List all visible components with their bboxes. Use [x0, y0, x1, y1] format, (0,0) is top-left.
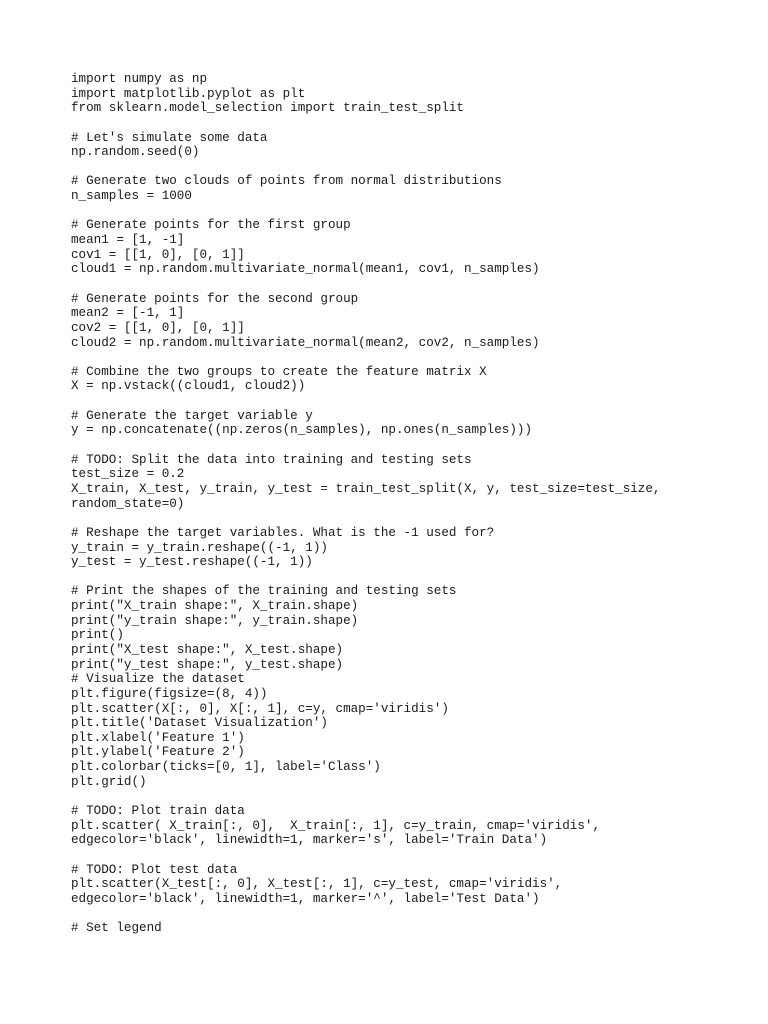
- code-line: plt.scatter(X[:, 0], X[:, 1], c=y, cmap='viridis'): [71, 701, 449, 716]
- code-line: from sklearn.model_selection import train_test_split: [71, 101, 464, 116]
- code-line: cov2 = [[1, 0], [0, 1]]: [71, 320, 245, 335]
- blank-line: [71, 570, 751, 585]
- blank-line: [71, 438, 751, 453]
- code-line: plt.figure(figsize=(8, 4)): [71, 686, 268, 701]
- blank-line: [71, 204, 751, 219]
- code-line: print("y_test shape:", y_test.shape): [71, 657, 344, 672]
- code-comment-line: # Let's simulate some data: [71, 130, 268, 145]
- code-line: y_test = y_test.reshape((-1, 1)): [71, 555, 313, 570]
- blank-line: [71, 848, 751, 863]
- code-comment-line: # Visualize the dataset: [71, 672, 245, 687]
- blank-line: [71, 394, 751, 409]
- blank-line: [71, 907, 751, 922]
- code-line: cloud2 = np.random.multivariate_normal(mean2, cov2, n_samples): [71, 335, 540, 350]
- code-line: mean1 = [1, -1]: [71, 233, 185, 248]
- code-comment-line: # Reshape the target variables. What is the -1 used for?: [71, 525, 495, 540]
- code-comment-line: # Generate two clouds of points from normal distributions: [71, 174, 502, 189]
- code-line: y_train = y_train.reshape((-1, 1)): [71, 540, 328, 555]
- code-line: import matplotlib.pyplot as plt: [71, 86, 306, 101]
- code-comment-line: # TODO: Plot test data: [71, 862, 238, 877]
- code-line: np.random.seed(0): [71, 145, 200, 160]
- blank-line: [71, 277, 751, 292]
- code-line: edgecolor='black', linewidth=1, marker='^', label='Test Data'): [71, 891, 540, 906]
- code-comment-line: # TODO: Split the data into training and testing sets: [71, 452, 472, 467]
- code-comment-line: # Generate the target variable y: [71, 408, 313, 423]
- code-line: X_train, X_test, y_train, y_test = train_test_split(X, y, test_size=test_size,: [71, 481, 661, 496]
- blank-line: [71, 350, 751, 365]
- code-comment-line: # Set legend: [71, 921, 162, 936]
- code-line: plt.ylabel('Feature 2'): [71, 745, 245, 760]
- code-line: print(): [71, 628, 124, 643]
- code-line: plt.scatter(X_test[:, 0], X_test[:, 1], c=y_test, cmap='viridis',: [71, 877, 563, 892]
- code-line: plt.xlabel('Feature 1'): [71, 730, 245, 745]
- code-document: [71, 72, 751, 936]
- code-line: X = np.vstack((cloud1, cloud2)): [71, 379, 306, 394]
- code-line: print("X_train shape:", X_train.shape): [71, 599, 359, 614]
- code-comment-line: # Print the shapes of the training and testing sets: [71, 584, 457, 599]
- code-line: plt.grid(): [71, 774, 147, 789]
- code-line: cloud1 = np.random.multivariate_normal(mean1, cov1, n_samples): [71, 262, 540, 277]
- code-line: cov1 = [[1, 0], [0, 1]]: [71, 247, 245, 262]
- code-line: plt.scatter( X_train[:, 0], X_train[:, 1], c=y_train, cmap='viridis',: [71, 818, 601, 833]
- code-line: plt.colorbar(ticks=[0, 1], label='Class'): [71, 760, 381, 775]
- code-line: edgecolor='black', linewidth=1, marker='s', label='Train Data'): [71, 833, 548, 848]
- blank-line: [71, 789, 751, 804]
- code-comment-line: # Generate points for the second group: [71, 291, 359, 306]
- code-line: y = np.concatenate((np.zeros(n_samples), np.ones(n_samples))): [71, 423, 533, 438]
- blank-line: [71, 511, 751, 526]
- code-line: test_size = 0.2: [71, 467, 185, 482]
- code-line: random_state=0): [71, 496, 185, 511]
- blank-line: [71, 160, 751, 175]
- code-line: plt.title('Dataset Visualization'): [71, 716, 328, 731]
- code-line: print("y_train shape:", y_train.shape): [71, 613, 359, 628]
- code-comment-line: # TODO: Plot train data: [71, 804, 245, 819]
- code-comment-line: # Generate points for the first group: [71, 218, 351, 233]
- code-line: import numpy as np: [71, 72, 208, 86]
- code-line: print("X_test shape:", X_test.shape): [71, 642, 344, 657]
- blank-line: [71, 116, 751, 131]
- code-line: n_samples = 1000: [71, 189, 192, 204]
- code-line: mean2 = [-1, 1]: [71, 306, 185, 321]
- code-comment-line: # Combine the two groups to create the feature matrix X: [71, 364, 487, 379]
